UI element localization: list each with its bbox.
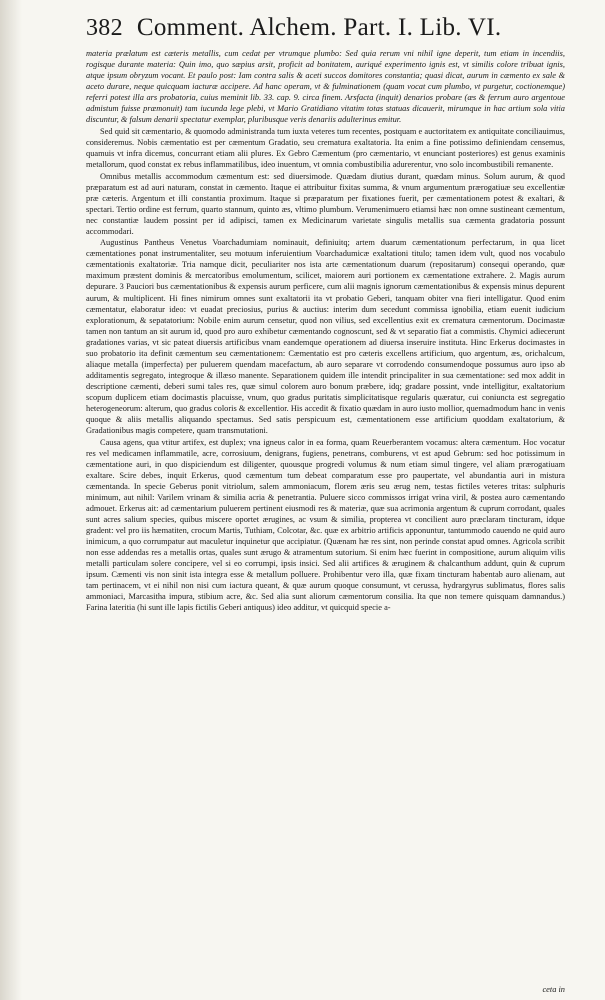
text-body xyxy=(86,48,565,613)
paragraph: Causa agens, qua vtitur artifex, est duplex; vna igneus calor in ea forma, quam Reuerberantem vocamus: altera cæmentum. Hoc vocatur res vel medicamen inflammatile, acre, corrosiuum, denigrans, fugiens, penetrans, comburens, vt est apud Gebrum: sed hoc potissimum in cæmentatione auri, in quo dispiciendum est diligenter, quousque progredi volumus & num etiam simul tingere, vel aliam prærogatiuam exaltare. Scire debes, inquit Erkerus, quod cæmentum tum debeat comparatum esse pro paupertate, vel abundantia auri in mistura cæmentanda. In specie Geberus ponit vitriolum, salem ammoniacum, florem æris seu ærug nem, testas fictiles veteres tritas: sulphuris minimum, aut nihil: Varilem vrinam & similia acria & penetrantia. Puluere sicco commissos irrigat vrina viril, & postea auro cæmentando admouet. Erkerus ait: ad cæmentarium puluerem pertinent eiusmodi res & materiæ, quæ sua acrimonia argentum & cuprum corrodant, quales sunt acres salium species, quibus miscere oportet ærugines, ac vsum & similia, propterea vt concilient auro præclaram tincturam, idque gradent: vel pro iis hæmatiten, crocum Martis, Tuthiam, Colcotar, &c. quæ ex arbitrio artificis apponuntur, tantummodo cauendo ne quid auro inimicum, a quo corrumpatur aut maculetur inquinetur que accipiatur. (Quænam hæ res sint, non perinde constat apud omnes. Agricola scribit non esse addendas res a metallis ortas, quales sunt ærugo & atramentum sutorium. Si enim hæc fuerint in compositione, aurum aliquim vilis metalli particulam solere concipere, vel si eo corrumpi, ipsis insici. Sed alii artifices & æruginem & chalcanthum addunt, quin & cuprum ipsum. Cæmenti vis non sinit ista integra esse & metallum polluere. Prohibentur vero illa, quæ fixam tincturam habentab auro alienam, aut tam pertinacem, vt ei nihil non nisi cum iactura queant, & quæ aurum quoque consumunt, vt cerussa, hydrargyrus sublimatus, flores salis ammoniaci, Marcasitha impura, stibium acre, &c. Sed alia sunt aliorum cæmentorum consilia. Ita que non temere quisquam damnandus.) Farina lateritia (hi sunt ille lapis fictilis Geberi antiquus) ideo additur, vt quicquid specie a- xyxy=(86,437,565,613)
paragraph: Sed quid sit cæmentario, & quomodo administranda tum iuxta veteres tum recentes, postquam e auctoritatem ex antiquitate conciliauimus, consideremus. Nobis cæmentatio est per cæmentum Gradatio, seu crematura exaltatoria. Ita enim a fine potissimo definiendam censemus, quamuis vt infra dicemus, concurrant etiam alii plures. Ex Gebro Cæmentum (pro cæmentario, vt enunciant posteriores) est genus examinis metallorum, quod constat ex rebus inflammatilibus, ideo inuentum, vt omnia combustibilia adurerentur, vno solo incombustibili remanente. xyxy=(86,126,565,169)
page-number: 382 xyxy=(86,15,123,41)
paragraph: Omnibus metallis accommodum cæmentum est: sed diuersimode. Quædam diutius durant, quædam minus. Solum aurum, & quod præparatum est ad auri naturam, constat in cæmento. Itaque ei attribuitur fixitas summa, & vnum argumentum prærogatiuæ seu excellentiæ præ cæteris. Argentum et illi constantia proximum. Itaque si præparatum per fixationes fuerit, per cæmentationem potest & exaltari, & spectari. Tertio ordine est ferrum, quarto stannum, quinto æs, vltimo plumbum. Verumenimuero etiamsi hæc non omne sustineant cæmentum, nec constantiæ laudem possint per id adipisci, tamen ex Medicinarum varietate singulis metallis sua cæmenta gradatoria possunt accommodari. xyxy=(86,171,565,236)
catchword: ceta in xyxy=(542,985,565,994)
paragraph: Augustinus Pantheus Venetus Voarchadumiam nominauit, definiuitq; artem duarum cæmentationum perfectarum, in qua licet cæmentationes ponat instrumentaliter, seu motuum inferuientium Voarchadumicæ exaltationi titulo; tamen idem vult, quod nos vocabulo cæmentationis exaltatoriæ. Tria namque dicit, peculiariter nos ista arte cæmentationum duarum (repositarum) consequi operando, quæ maximum præstent dominis & mercatoribus emolumentum, scilicet, maiorem auri portionem ex cæmentatione extrahere. 2. Magis aurum depurare. 3 Pauciori bus cæmentationibus & expensis aurum perficere, cum alii magnis ignorum cæmentationibus & expensis minus depurent aurum, & multiplicent. Hi fines nimirum omnes sunt exaltatorii ita vt probatio Geberi, tanquam obiter vna fieri intelligatur. Quod enim cæmentatur, elaboratur ideo: vt euadat preciosius, purius & auctius: interim dum secedunt commissa ignobilia, etiam euenit iudicium explorationum, & sepatatorium: Nobile enim aurum censetur, quod non vilius, sed excellentius exit ex crematura cæmentorum. Docimastæ tamen non tantum an sit aurum id, quod pro auro exhibetur cæmentando cognoscunt, sed & vt separatio fiat a commistis. Chymici adiecerunt gradationes varias, vt sic pateat diuersis artificibus vnam eandemque operationem ad diuersa inseruire instituta. Hinc Erkerus docimastes in suo probatorio ita definit cæmentum seu cæmentationem: Cæmentatio est pro cæteris excellens artificium, quo argentum, æs, orichalcum, aliaque metalla (imperfecta) per puluerem quendam macefactum, ab auro separare vt corrodendo consumendoque possumus auro ipso ab additamentis segregato, integroque & illæso manente. Separationem quidem ille intendit principaliter in sua cæmentatione: sed mox addit in descriptione cæmenti, deberi sumi tales res, quæ simul colorem auro bonum præbere, idq; gradare possint, vnde intelligitur, exaltatorium scopum duplicem etiam docimastis placuisse, vnum, quo gradus puritatis simplicitatisque regularis quæratur, cui coniuncta est segregatio heterogeneorum: alterum, quo gradus coloris & excellentior. His accedit & fixatio quædam in auro iusto mollior, quemadmodum hanc in venis quoque & aliis metallis aliquando spectamus. Sed satis perspicuum est, cæmentationem esse artificium quoddam exaltatorium, & Gradationibus magis competere, quam transmutationi. xyxy=(86,238,565,436)
running-title: Comment. Alchem. Part. I. Lib. VI. xyxy=(136,14,502,41)
page-gutter xyxy=(0,0,22,1000)
paragraph: materia prælatum est cæteris metallis, cum cedat per vtrumque plumbo: Sed quia rerum vni nihil igne deperit, tum etiam in incendiis, rogisque durante materia: Quin imo, quo sæpius arsit, proficit ad bonitatem, auriqué experimento ignis est, vt similis colore tribuat ignis, atque ipsum obryzum vocant. Et paulo post: Iam contra salis & aceti succos domitores constantia; quasi dicat, aurum in cæmento ex sale & aceto durare, neque quicquam iacturæ accipere. Ad hanc operam, vt & fulminationem (quam vocat cum plumbo, vt purgetur, coctionemque) referri potest illa ars probatoria, cuius meminit lib. 33. cap. 9. circa finem. Arsfacta (inquit) denarios probare (æs & ferrum auro argentoue admistum fuisse præmonuit) tam iucunda lege plebi, vt Mario Gratidiano vitatim totas statuas dicauerit, mirumque in hac artium sola vitia discuntur, & falsum denarii spectatur exemplar, pluribusque veris denariis adulterinus emitur. xyxy=(86,49,565,125)
running-header xyxy=(86,14,565,42)
